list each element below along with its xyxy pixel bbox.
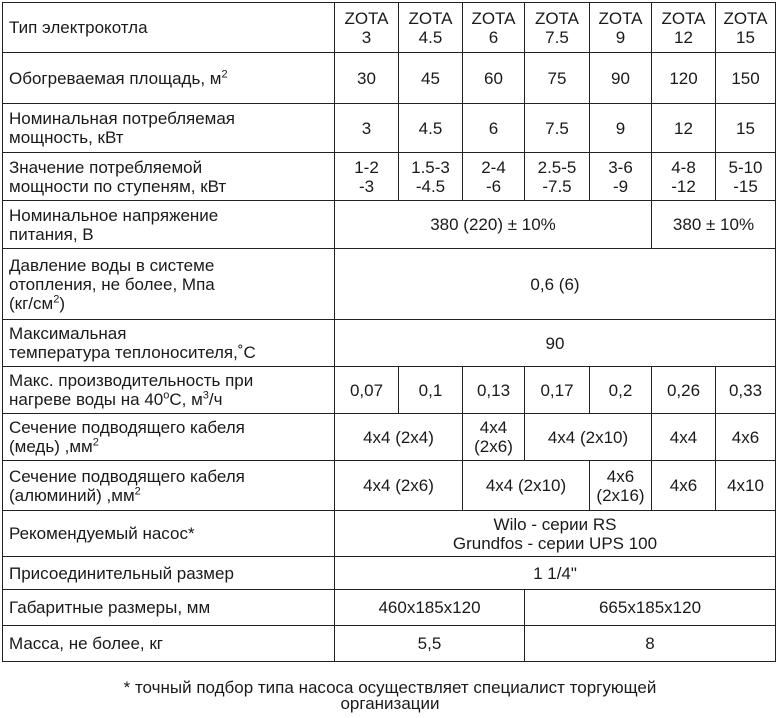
- table-cell: 4х4 (2х6): [463, 414, 525, 461]
- cable-copper-label: Сечение подводящего кабеля (медь) $,мм^2$: [3, 414, 335, 461]
- table-cell: 4х4 (2х10): [463, 461, 590, 511]
- table-cell: 9: [590, 104, 652, 153]
- mass-label: Масса, не более, кг: [3, 626, 335, 662]
- table-cell: 120: [652, 53, 716, 104]
- table-cell: 5,5: [335, 626, 525, 662]
- cable-copper-row: [3, 414, 776, 461]
- table-cell: 60: [463, 53, 525, 104]
- table-cell: 4х4 (2х6): [335, 461, 463, 511]
- table-cell: 4х10: [716, 461, 776, 511]
- table-cell: Wilo - серии RS Grundfos - серии UPS 100: [335, 511, 776, 557]
- area-label: Обогреваемая площадь, $м^2$: [3, 53, 335, 104]
- table-cell: 0,13: [463, 367, 525, 414]
- table-cell: 665х185х120: [525, 590, 776, 626]
- table-cell: 2-4 -6: [463, 153, 525, 201]
- table-cell: 460х185х120: [335, 590, 525, 626]
- table-cell: 0,33: [716, 367, 776, 414]
- nominal-power-row: [3, 104, 776, 153]
- table-cell: 3-6 -9: [590, 153, 652, 201]
- table-cell: 90: [590, 53, 652, 104]
- area-row: [3, 53, 776, 104]
- model-header: ZOTA 7.5: [525, 3, 590, 53]
- table-cell: 4.5: [399, 104, 463, 153]
- footnote: [0, 680, 780, 712]
- header-row: [3, 3, 776, 53]
- cable-aluminum-row: [3, 461, 776, 511]
- pump-label: Рекомендуемый насос*: [3, 511, 335, 557]
- table-cell: 4х4 (2х4): [335, 414, 463, 461]
- table-cell: 0,6 (6): [335, 249, 776, 320]
- table-cell: 380 ± 10%: [652, 201, 776, 249]
- table-cell: 1-2 -3: [335, 153, 399, 201]
- cable-aluminum-label: Сечение подводящего кабеля (алюминий) $,мм^2$: [3, 461, 335, 511]
- table-cell: 90: [335, 320, 776, 367]
- table-cell: 0,17: [525, 367, 590, 414]
- table-cell: 2.5-5 -7.5: [525, 153, 590, 201]
- model-header: ZOTA 15: [716, 3, 776, 53]
- table-cell: 15: [716, 104, 776, 153]
- nominal-power-label: Номинальная потребляемая мощность, кВт: [3, 104, 335, 153]
- table-cell: 75: [525, 53, 590, 104]
- connection-label: Присоединительный размер: [3, 557, 335, 590]
- table-cell: 45: [399, 53, 463, 104]
- table-cell: 4х6: [716, 414, 776, 461]
- connection-row: [3, 557, 776, 590]
- max-temp-label: Максимальная температура теплоносителя,˚С: [3, 320, 335, 367]
- mass-row: [3, 626, 776, 662]
- table-cell: 4х6: [652, 461, 716, 511]
- footnote-line: организации: [340, 694, 440, 713]
- table-cell: 30: [335, 53, 399, 104]
- table-cell: 150: [716, 53, 776, 104]
- max-temp-row: [3, 320, 776, 367]
- pressure-row: [3, 249, 776, 320]
- table-cell: 0,2: [590, 367, 652, 414]
- step-power-row: [3, 153, 776, 201]
- step-power-label: Значение потребляемой мощности по ступеням, кВт: [3, 153, 335, 201]
- table-cell: 3: [335, 104, 399, 153]
- table-cell: 12: [652, 104, 716, 153]
- voltage-label: Номинальное напряжение питания, В: [3, 201, 335, 249]
- productivity-label: Макс. производительность при нагреве воды на 40$^o$С, $м^3/ч$: [3, 367, 335, 414]
- table-cell: 0,1: [399, 367, 463, 414]
- model-header: ZOTA 6: [463, 3, 525, 53]
- productivity-row: [3, 367, 776, 414]
- dimensions-label: Габаритные размеры, мм: [3, 590, 335, 626]
- boiler-spec-table: [2, 2, 776, 662]
- table-cell: 8: [525, 626, 776, 662]
- table-cell: 0,26: [652, 367, 716, 414]
- table-cell: 0,07: [335, 367, 399, 414]
- pressure-label: Давление воды в системе отопления, не более, Мпа $(кг/см^2)$: [3, 249, 335, 320]
- table-cell: 6: [463, 104, 525, 153]
- footnote-line: * точный подбор типа насоса осуществляет специалист торгующей: [123, 678, 657, 697]
- table-cell: 7.5: [525, 104, 590, 153]
- table-cell: 380 (220) ± 10%: [335, 201, 652, 249]
- model-header: ZOTA 4.5: [399, 3, 463, 53]
- table-cell: 4-8 -12: [652, 153, 716, 201]
- boiler-type-label: Тип электрокотла: [3, 3, 335, 53]
- table-cell: 4х4: [652, 414, 716, 461]
- model-header: ZOTA 9: [590, 3, 652, 53]
- pump-row: [3, 511, 776, 557]
- voltage-row: [3, 201, 776, 249]
- model-header: ZOTA 12: [652, 3, 716, 53]
- table-cell: 1.5-3 -4.5: [399, 153, 463, 201]
- table-cell: 5-10 -15: [716, 153, 776, 201]
- table-cell: 1 1/4": [335, 557, 776, 590]
- model-header: ZOTA 3: [335, 3, 399, 53]
- table-cell: 4х6 (2х16): [590, 461, 652, 511]
- table-cell: 4х4 (2х10): [525, 414, 652, 461]
- dimensions-row: [3, 590, 776, 626]
